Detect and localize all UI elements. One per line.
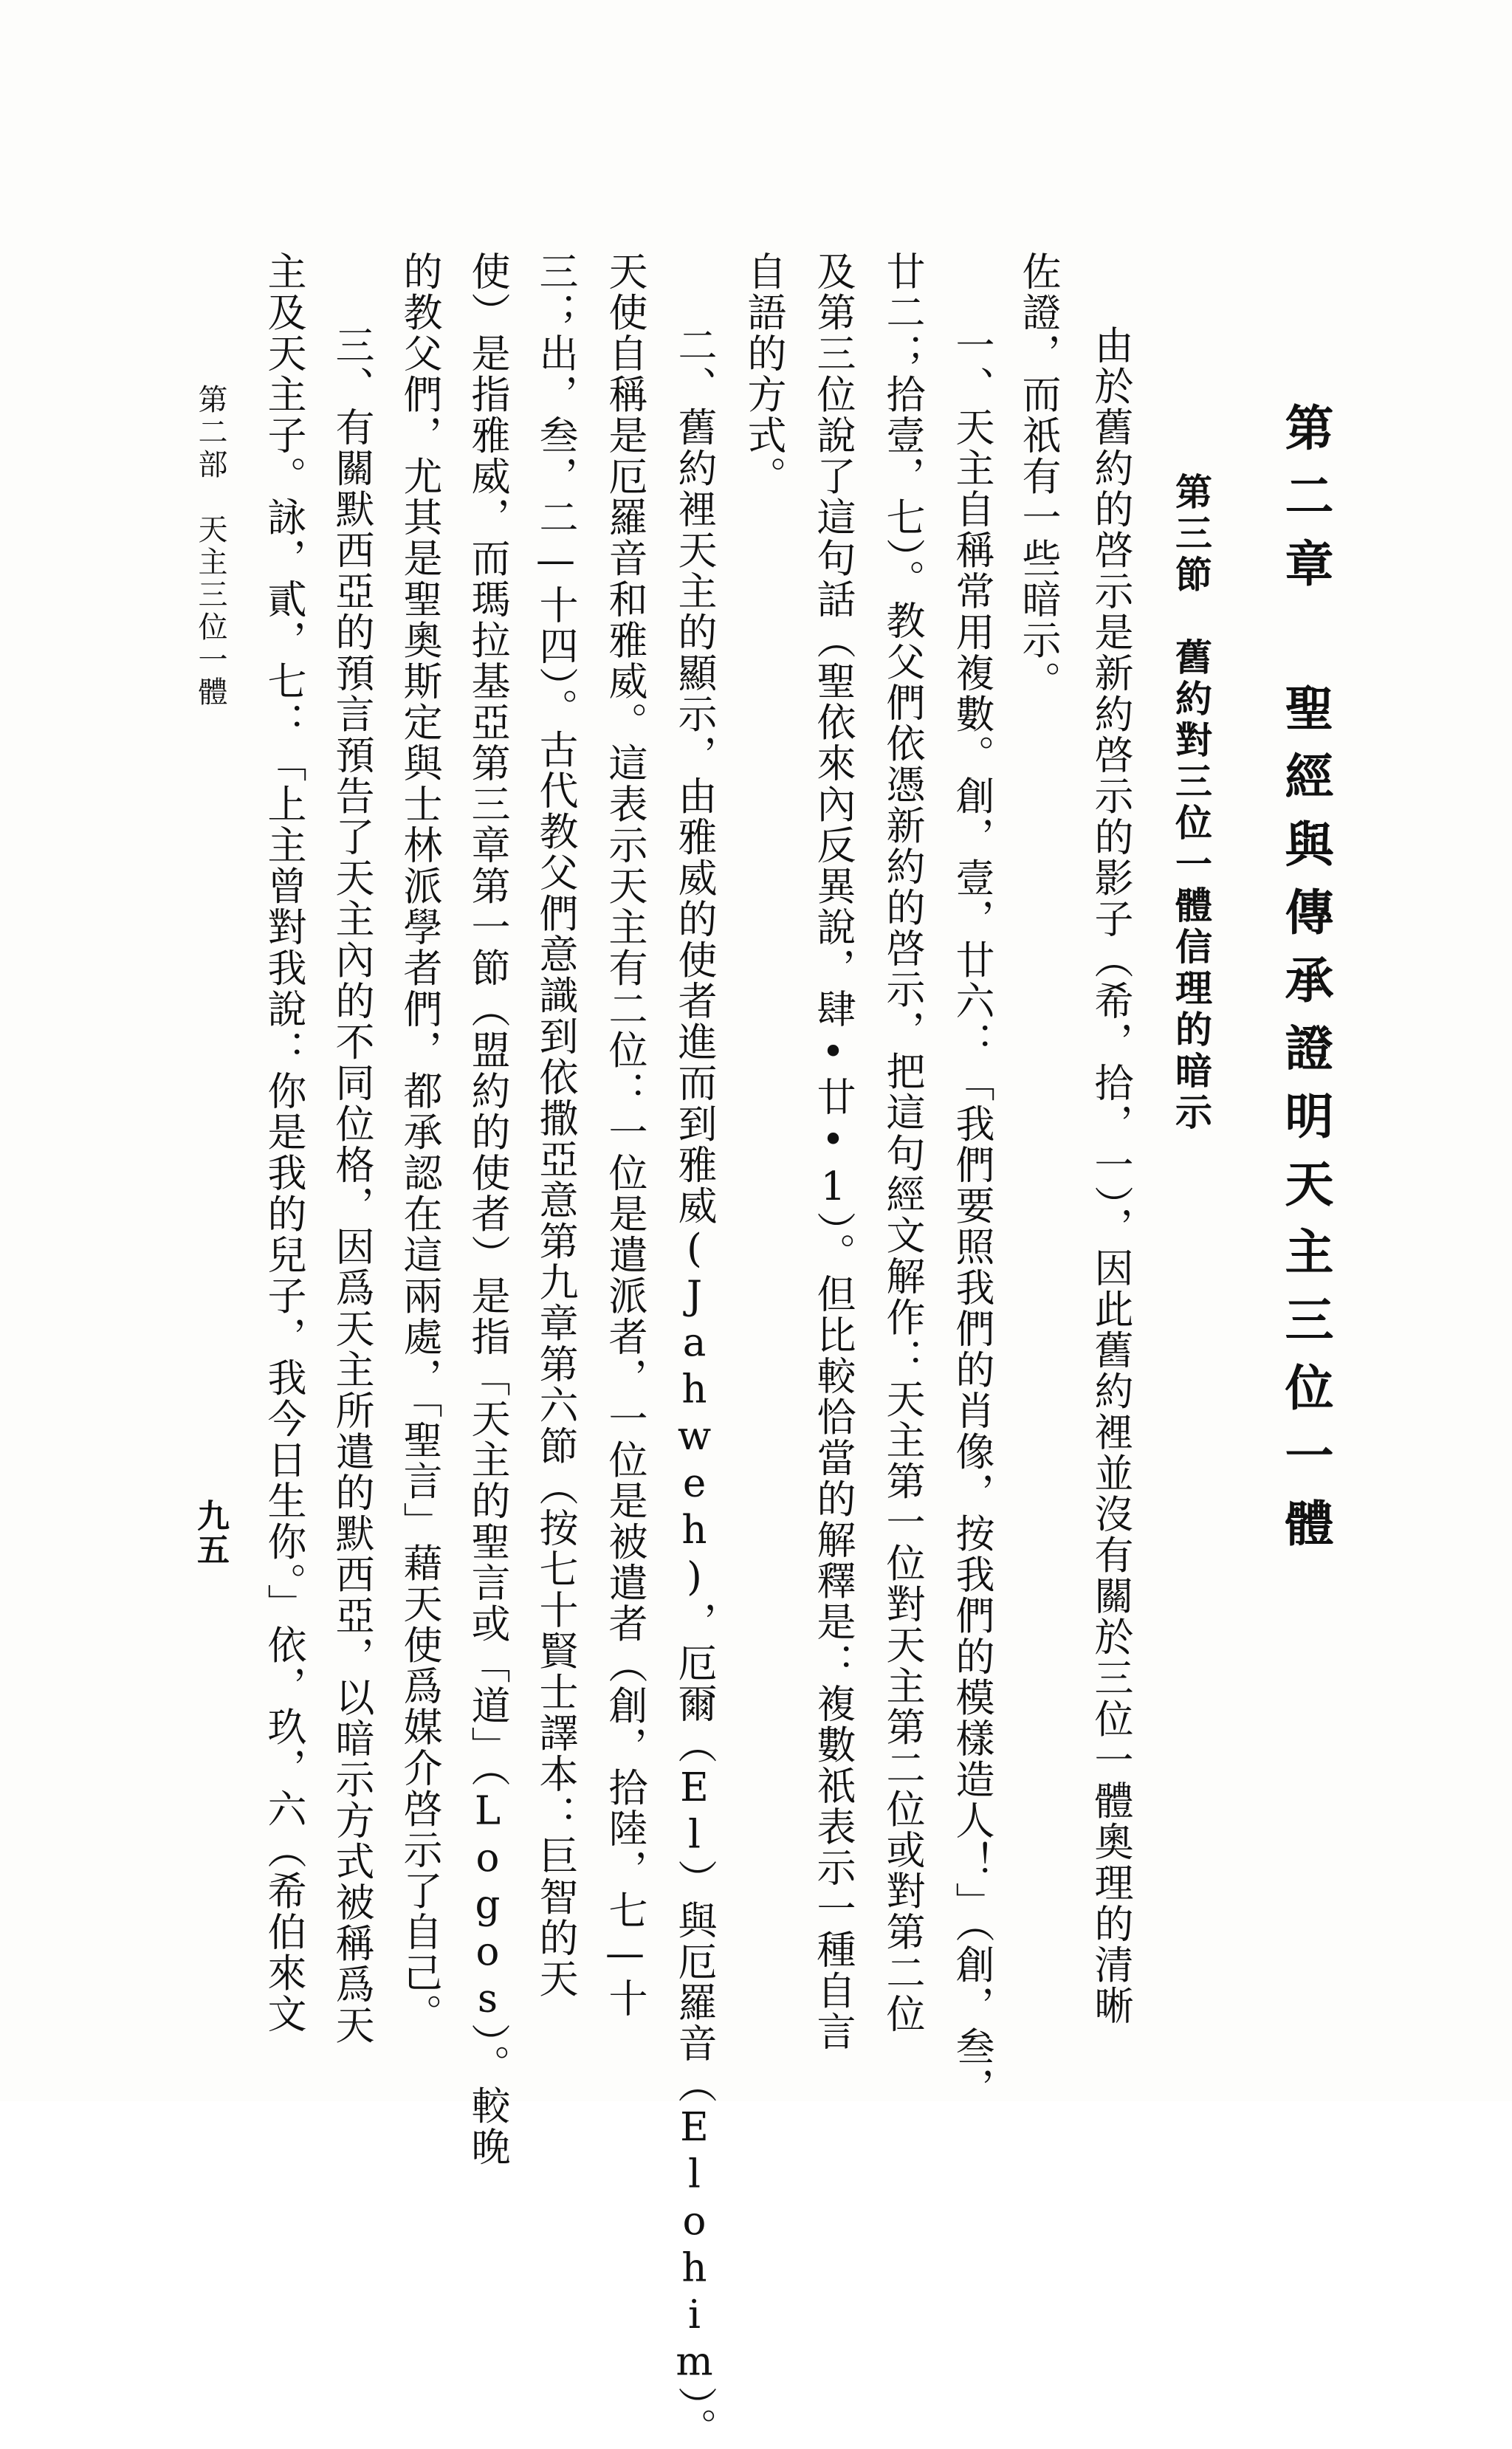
body-line: 由於舊約的啓示是新約啓示的影子（希，拾，一），因此舊約裡並沒有關於三位一體奧理的清晰 — [1088, 325, 1133, 2027]
body-line: 天使自稱是厄羅音和雅威。這表示天主有二位：一位是遣派者，一位是被遣者（創，拾陸，七—十 — [602, 251, 647, 2019]
page-number: 九五 — [191, 1499, 229, 1567]
body-line: 佐證，而祇有一些暗示。 — [1016, 251, 1061, 702]
body-line: 三、有關默西亞的預言預告了天主內的不同位格，因爲天主所遣的默西亞，以暗示方式被稱爲天 — [329, 325, 374, 2046]
body-line: 使）是指雅威，而瑪拉基亞第三章第一節（盟約的使者）是指「天主的聖言或「道」（Logos）。較晚 — [465, 251, 510, 2168]
body-line: 一、天主自稱常用複數。創，壹，廿六：「我們要照我們的肖像，按我們的模樣造人！」（創，叁， — [949, 325, 994, 2109]
body-line: 二、舊約裡天主的顯示，由雅威的使者進而到雅威(Jahweh)，厄爾（El）與厄羅音（Elohim）。 — [672, 325, 717, 2449]
body-line: 主及天主子。詠，貳，七：「上主曾對我說：你是我的兒子，我今日生你。」依，玖，六（希伯來文 — [261, 251, 306, 2035]
body-line: 廿二；拾壹，七）。教父們依憑新約的啓示，把這句經文解作：天主第一位對天主第二位或對第二位 — [880, 251, 925, 2035]
chapter-title: 第二章 聖經與傳承證明天主三位一體 — [1276, 402, 1334, 1566]
running-footer: 第二部 天主三位一體 — [193, 384, 227, 709]
body-line: 自語的方式。 — [741, 251, 786, 497]
section-title: 第三節 舊約對三位一體信理的暗示 — [1169, 473, 1213, 1134]
body-line: 三；出，叁，二—十四）。古代教父們意識到依撒亞意第九章第六節（按七十賢士譯本：巨智的天 — [533, 251, 578, 1999]
body-line: 的教父們，尤其是聖奧斯定與士林派學者們，都承認在這兩處，「聖言」藉天使爲媒介啓示了自己。 — [397, 251, 442, 2035]
body-line: 及第三位說了這句話（聖依來內反異說，肆•廿•1）。但比較恰當的解釋是：複數祇表示一種自言 — [811, 251, 856, 2053]
